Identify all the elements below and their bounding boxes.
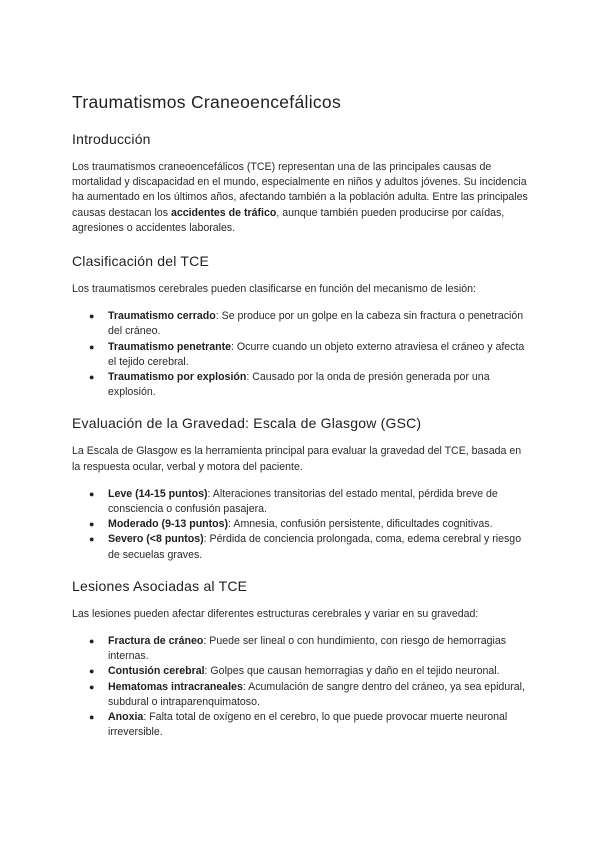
list-item-term: Contusión cerebral (108, 665, 205, 678)
section-paragraph: Los traumatismos cerebrales pueden clasificarse en función del mecanismo de lesión: (72, 283, 476, 296)
list-item (72, 517, 528, 532)
section-lesiones (72, 577, 528, 741)
list-item-term: Traumatismo cerrado (108, 310, 216, 323)
bullet-icon: ● (89, 681, 95, 692)
bullet-icon: ● (89, 488, 95, 499)
section-heading: Lesiones Asociadas al TCE (72, 577, 248, 594)
list-item (72, 680, 528, 710)
bullet-icon: ● (89, 311, 95, 322)
section-paragraph: Las lesiones pueden afectar diferentes estructuras cerebrales y variar en su gravedad: (72, 607, 479, 620)
section-heading: Evaluación de la Gravedad: Escala de Glasgow (GSC) (72, 415, 422, 432)
intro-text-after: , aunque también pueden producirse por caídas, agresiones o accidentes laborales. (72, 206, 505, 234)
intro-highlight: accidentes de tráfico (170, 206, 277, 219)
list-item-term: Leve (14-15 puntos) (108, 487, 208, 500)
list-item (72, 664, 528, 679)
list-item-term: Traumatismo por explosión (108, 371, 247, 384)
list-item-term: Moderado (9-13 puntos) (108, 518, 229, 531)
list-item-desc: : Alteraciones transitorias del estado mental, pérdida breve de consciencia o confusión pasajera. (108, 487, 498, 516)
bullet-icon: ● (89, 534, 95, 545)
bullet-list (72, 634, 528, 740)
list-item-term: Fractura de cráneo (108, 635, 204, 648)
list-item-desc: : Causado por la onda de presión generada por una explosión. (108, 371, 490, 399)
document-content (72, 90, 528, 754)
bullet-list (72, 309, 528, 400)
intro-text-before: Los traumatismos craneoencefálicos (TCE) representan una de las principales causas de mortalidad y discapacidad en el mundo, especialmente en niños y adultos jóvenes. Su incidencia ha aumentado en los últimos años, afectando también a la población adulta. Entre las principales causas destacan los (72, 161, 528, 219)
list-item-term: Hematomas intracraneales (108, 680, 243, 693)
list-item-desc: : Se produce por un golpe en la cabeza sin fractura o penetración del cráneo. (108, 310, 524, 338)
list-item (72, 340, 528, 370)
list-item-term: Severo (<8 puntos) (108, 533, 204, 546)
bullet-list (72, 487, 528, 563)
list-item-desc: : Acumulación de sangre dentro del cráneo, ya sea epidural, subdural o intraparenquimatoso. (108, 680, 525, 708)
section-gravedad (72, 414, 528, 562)
list-item-desc: : Falta total de oxígeno en el cerebro, lo que puede provocar muerte neuronal irreversible. (108, 711, 508, 739)
list-item-desc: : Pérdida de conciencia prolongada, coma, edema cerebral y riesgo de secuelas graves. (108, 533, 522, 561)
list-item (72, 487, 528, 517)
list-item-desc: : Ocurre cuando un objeto externo atraviesa el cráneo y afecta el tejido cerebral. (108, 340, 525, 368)
section-heading: Clasificación del TCE (72, 253, 209, 270)
page-title: Traumatismos Craneoencefálicos (72, 92, 342, 112)
list-item-term: Traumatismo penetrante (108, 340, 232, 353)
list-item (72, 370, 528, 400)
bullet-icon: ● (89, 372, 95, 383)
intro-paragraph (72, 160, 528, 236)
list-item-desc: : Amnesia, confusión persistente, dificultades cognitivas. (228, 518, 493, 531)
list-item (72, 309, 528, 339)
list-item-desc: : Puede ser lineal o con hundimiento, con riesgo de hemorragias internas. (108, 635, 507, 663)
list-item (72, 532, 528, 562)
bullet-icon: ● (89, 519, 95, 530)
bullet-icon: ● (89, 666, 95, 677)
section-heading: Introducción (72, 131, 151, 147)
list-item (72, 634, 528, 664)
list-item-desc: : Golpes que causan hemorragias y daño en el tejido neuronal. (204, 665, 500, 678)
list-item (72, 710, 528, 740)
section-paragraph: La Escala de Glasgow es la herramienta principal para evaluar la gravedad del TCE, basada en la respuesta ocular, verbal y motora del paciente. (72, 445, 522, 473)
bullet-icon: ● (89, 341, 95, 352)
section-clasificacion (72, 252, 528, 400)
list-item-term: Anoxia (108, 711, 144, 724)
bullet-icon: ● (89, 636, 95, 647)
section-introduccion (72, 130, 528, 236)
bullet-icon: ● (89, 712, 95, 723)
